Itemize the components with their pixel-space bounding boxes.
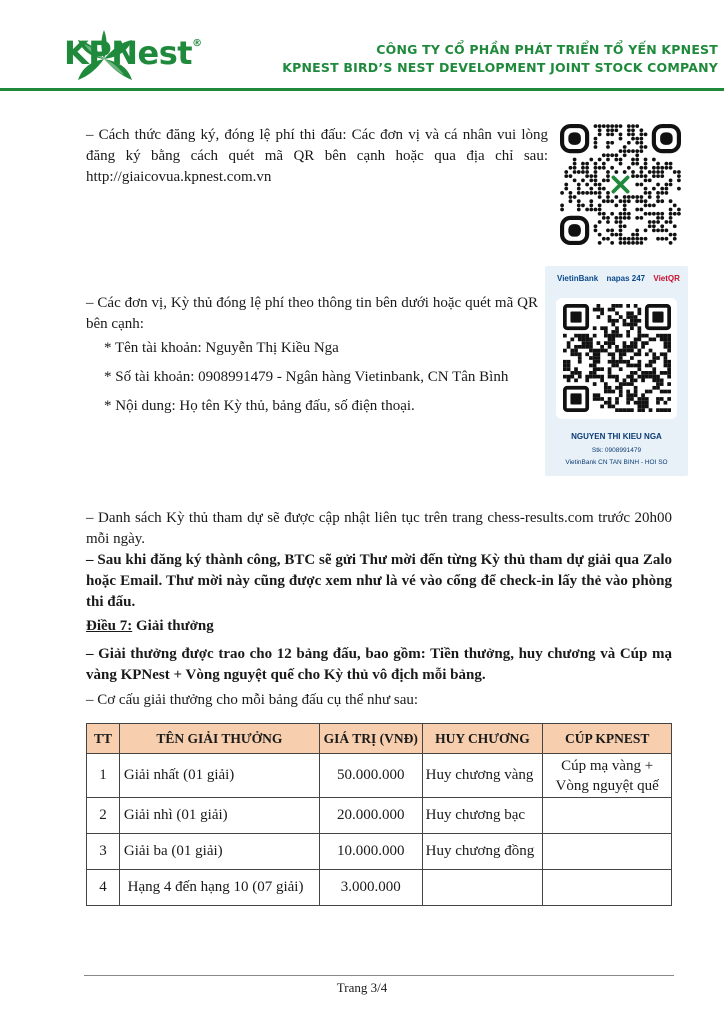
- card-account-name: NGUYEN THI KIEU NGA: [571, 432, 662, 441]
- page-header: [0, 0, 724, 92]
- table-row: [87, 834, 672, 870]
- registration-qr-code[interactable]: [560, 124, 681, 245]
- article-7-title: Giải thưởng: [132, 618, 214, 634]
- col-header-value: GIÁ TRỊ (VNĐ): [319, 724, 422, 754]
- cell-tt: 1: [87, 754, 120, 798]
- cell-cup: [543, 798, 672, 834]
- table-row: [87, 754, 672, 798]
- vietinbank-logo: VietinBank: [557, 274, 599, 283]
- cell-medal: Huy chương đồng: [422, 834, 543, 870]
- cell-medal: [422, 870, 543, 906]
- logo-wordmark: KPNest®: [64, 34, 202, 72]
- cell-value: 3.000.000: [319, 870, 422, 906]
- payment-content: * Nội dung: Họ tên Kỳ thủ, bảng đấu, số điện thoại.: [104, 398, 415, 414]
- table-row: [87, 798, 672, 834]
- payment-qr-code[interactable]: [563, 304, 671, 412]
- cell-prize-name: Giải ba (01 giải): [119, 834, 319, 870]
- invitation-note: – Sau khi đăng ký thành công, BTC sẽ gửi Thư mời đến từng Kỳ thủ tham dự giải qua Zalo hoặc Email. Thư mời này cũng được xem như là vé vào cổng để check-in lấy thẻ vào phòng thi đấu.: [86, 552, 672, 610]
- cell-prize-name: Hạng 4 đến hạng 10 (07 giải): [119, 870, 319, 906]
- col-header-cup: CÚP KPNEST: [543, 724, 672, 754]
- cell-prize-name: Giải nhì (01 giải): [119, 798, 319, 834]
- company-name-en: KPNEST BIRD’S NEST DEVELOPMENT JOINT STOCK COMPANY: [282, 60, 718, 75]
- table-header-row: [87, 724, 672, 754]
- payment-qr-card: [545, 266, 688, 476]
- list-update-note: – Danh sách Kỳ thủ tham dự sẽ được cập nhật liên tục trên trang chess-results.com trước 20h00 mỗi ngày.: [86, 510, 672, 547]
- napas-logo: napas 247: [606, 274, 646, 283]
- cell-cup: [543, 870, 672, 906]
- page-number: Trang 3/4: [336, 980, 388, 995]
- company-name-vn: CÔNG TY CỔ PHẦN PHÁT TRIỂN TỔ YẾN KPNEST: [376, 42, 718, 57]
- cell-cup: Cúp mạ vàng + Vòng nguyệt quế: [543, 754, 672, 798]
- cell-value: 20.000.000: [319, 798, 422, 834]
- cell-value: 50.000.000: [319, 754, 422, 798]
- card-account-number: Stk: 0908991479: [591, 447, 642, 454]
- vietqr-logo: VietQR: [653, 274, 680, 283]
- article-7-heading: [86, 616, 672, 637]
- bank-logos: [557, 274, 680, 283]
- cell-prize-name: Giải nhất (01 giải): [119, 754, 319, 798]
- cell-cup: [543, 834, 672, 870]
- col-header-medal: HUY CHƯƠNG: [422, 724, 543, 754]
- prize-summary: – Giải thưởng được trao cho 12 bảng đấu, bao gồm: Tiền thưởng, huy chương và Cúp mạ vàng KPNest + Vòng nguyệt quế cho Kỳ thủ vô địch mỗi bảng.: [86, 646, 672, 683]
- cell-tt: 2: [87, 798, 120, 834]
- cell-medal: Huy chương bạc: [422, 798, 543, 834]
- footer-divider: [84, 975, 674, 976]
- cell-value: 10.000.000: [319, 834, 422, 870]
- registration-paragraph: – Cách thức đăng ký, đóng lệ phí thi đấu: Các đơn vị và cá nhân vui lòng đăng ký bằng cách quét mã QR bên cạnh hoặc qua địa chỉ sau: http://giaicovua.kpnest.com.vn: [86, 127, 548, 185]
- header-divider: [0, 88, 724, 91]
- company-name: [282, 42, 718, 75]
- card-bank-branch: VietinBank CN TAN BINH - HOI SO: [565, 459, 668, 466]
- cell-tt: 4: [87, 870, 120, 906]
- account-number: * Số tài khoản: 0908991479 - Ngân hàng Vietinbank, CN Tân Bình: [104, 369, 509, 385]
- article-7-label: Điều 7:: [86, 618, 133, 634]
- payment-intro: – Các đơn vị, Kỳ thủ đóng lệ phí theo thông tin bên dưới hoặc quét mã QR bên cạnh:: [86, 295, 538, 332]
- col-header-prize-name: TÊN GIẢI THƯỞNG: [119, 724, 319, 754]
- col-header-tt: TT: [87, 724, 120, 754]
- prize-table: [86, 723, 672, 906]
- cell-tt: 3: [87, 834, 120, 870]
- prize-structure-intro: – Cơ cấu giải thưởng cho mỗi bảng đấu cụ thể như sau:: [86, 692, 419, 708]
- cell-medal: Huy chương vàng: [422, 754, 543, 798]
- table-row: [87, 870, 672, 906]
- account-name: * Tên tài khoản: Nguyễn Thị Kiều Nga: [104, 340, 339, 356]
